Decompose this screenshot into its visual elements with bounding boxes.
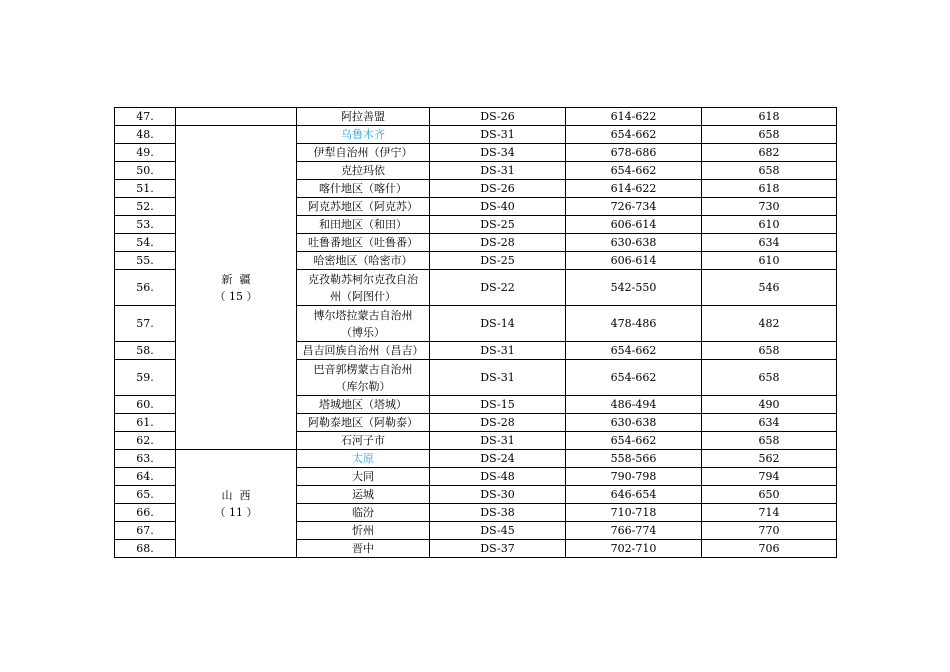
channel-cell: DS-22 [430, 270, 566, 306]
center-frequency-cell: 490 [702, 396, 837, 414]
frequency-range-cell: 654-662 [566, 432, 702, 450]
center-frequency-cell: 658 [702, 162, 837, 180]
city-cell: 运城 [297, 486, 430, 504]
city-cell: 伊犁自治州（伊宁） [297, 144, 430, 162]
row-number: 68. [115, 540, 176, 558]
table-row [115, 126, 837, 144]
channel-cell: DS-28 [430, 414, 566, 432]
province-cell-empty [176, 108, 297, 126]
city-cell-capital: 乌鲁木齐 [297, 126, 430, 144]
channel-cell: DS-14 [430, 306, 566, 342]
center-frequency-cell: 618 [702, 108, 837, 126]
center-frequency-cell: 634 [702, 234, 837, 252]
channel-cell: DS-25 [430, 252, 566, 270]
frequency-range-cell: 654-662 [566, 162, 702, 180]
frequency-range-cell: 558-566 [566, 450, 702, 468]
city-line-2: （博乐） [341, 325, 385, 339]
city-cell: 吐鲁番地区（吐鲁番） [297, 234, 430, 252]
frequency-range-cell: 646-654 [566, 486, 702, 504]
row-number: 56. [115, 270, 176, 306]
city-cell: 忻州 [297, 522, 430, 540]
province-cell-shanxi [176, 450, 297, 558]
city-cell: 阿克苏地区（阿克苏） [297, 198, 430, 216]
frequency-range-cell: 726-734 [566, 198, 702, 216]
channel-cell: DS-31 [430, 360, 566, 396]
table-row [115, 450, 837, 468]
row-number: 64. [115, 468, 176, 486]
row-number: 54. [115, 234, 176, 252]
center-frequency-cell: 562 [702, 450, 837, 468]
city-cell: 克拉玛依 [297, 162, 430, 180]
city-cell [297, 360, 430, 396]
city-line-2: 州（阿图什） [330, 289, 396, 303]
city-line-1: 巴音郭楞蒙古自治州 [313, 362, 413, 376]
province-cell-xinjiang [176, 126, 297, 450]
province-count: （ 11 ） [214, 505, 258, 519]
center-frequency-cell: 658 [702, 126, 837, 144]
city-cell: 临汾 [297, 504, 430, 522]
row-number: 59. [115, 360, 176, 396]
frequency-range-cell: 614-622 [566, 180, 702, 198]
channel-cell: DS-24 [430, 450, 566, 468]
city-cell [297, 306, 430, 342]
row-number: 55. [115, 252, 176, 270]
center-frequency-cell: 650 [702, 486, 837, 504]
row-number: 62. [115, 432, 176, 450]
city-line-1: 博尔塔拉蒙古自治州 [313, 308, 413, 322]
frequency-range-cell: 766-774 [566, 522, 702, 540]
province-count: （ 15 ） [214, 289, 258, 303]
city-cell [297, 270, 430, 306]
row-number: 47. [115, 108, 176, 126]
center-frequency-cell: 730 [702, 198, 837, 216]
channel-table [114, 107, 837, 558]
channel-cell: DS-37 [430, 540, 566, 558]
frequency-range-cell: 790-798 [566, 468, 702, 486]
center-frequency-cell: 658 [702, 342, 837, 360]
center-frequency-cell: 706 [702, 540, 837, 558]
row-number: 67. [115, 522, 176, 540]
row-number: 49. [115, 144, 176, 162]
city-cell: 塔城地区（塔城） [297, 396, 430, 414]
row-number: 50. [115, 162, 176, 180]
table-row [115, 108, 837, 126]
frequency-range-cell: 630-638 [566, 234, 702, 252]
city-cell: 和田地区（和田） [297, 216, 430, 234]
center-frequency-cell: 618 [702, 180, 837, 198]
city-cell: 阿拉善盟 [297, 108, 430, 126]
center-frequency-cell: 546 [702, 270, 837, 306]
channel-cell: DS-38 [430, 504, 566, 522]
row-number: 57. [115, 306, 176, 342]
frequency-range-cell: 702-710 [566, 540, 702, 558]
frequency-range-cell: 710-718 [566, 504, 702, 522]
channel-cell: DS-48 [430, 468, 566, 486]
city-line-1: 克孜勒苏柯尔克孜自治 [308, 272, 418, 286]
city-cell: 喀什地区（喀什） [297, 180, 430, 198]
center-frequency-cell: 482 [702, 306, 837, 342]
row-number: 51. [115, 180, 176, 198]
city-cell-capital: 太原 [297, 450, 430, 468]
frequency-range-cell: 606-614 [566, 252, 702, 270]
row-number: 63. [115, 450, 176, 468]
channel-cell: DS-26 [430, 180, 566, 198]
channel-cell: DS-40 [430, 198, 566, 216]
frequency-range-cell: 678-686 [566, 144, 702, 162]
channel-cell: DS-45 [430, 522, 566, 540]
frequency-range-cell: 614-622 [566, 108, 702, 126]
row-number: 60. [115, 396, 176, 414]
row-number: 66. [115, 504, 176, 522]
frequency-range-cell: 654-662 [566, 126, 702, 144]
channel-cell: DS-34 [430, 144, 566, 162]
city-cell: 昌吉回族自治州（昌吉） [297, 342, 430, 360]
row-number: 65. [115, 486, 176, 504]
channel-cell: DS-31 [430, 342, 566, 360]
center-frequency-cell: 658 [702, 432, 837, 450]
row-number: 48. [115, 126, 176, 144]
center-frequency-cell: 682 [702, 144, 837, 162]
channel-cell: DS-15 [430, 396, 566, 414]
frequency-range-cell: 630-638 [566, 414, 702, 432]
city-line-2: （库尔勒） [335, 379, 391, 393]
channel-cell: DS-28 [430, 234, 566, 252]
frequency-range-cell: 542-550 [566, 270, 702, 306]
city-cell: 石河子市 [297, 432, 430, 450]
row-number: 58. [115, 342, 176, 360]
city-cell: 哈密地区（哈密市） [297, 252, 430, 270]
frequency-range-cell: 606-614 [566, 216, 702, 234]
city-cell: 晋中 [297, 540, 430, 558]
province-name: 新 疆 [221, 272, 251, 286]
channel-cell: DS-31 [430, 162, 566, 180]
province-name: 山 西 [221, 488, 251, 502]
center-frequency-cell: 610 [702, 216, 837, 234]
city-cell: 大同 [297, 468, 430, 486]
city-cell: 阿勒泰地区（阿勒泰） [297, 414, 430, 432]
center-frequency-cell: 794 [702, 468, 837, 486]
frequency-range-cell: 486-494 [566, 396, 702, 414]
row-number: 61. [115, 414, 176, 432]
frequency-range-cell: 654-662 [566, 360, 702, 396]
row-number: 53. [115, 216, 176, 234]
channel-cell: DS-30 [430, 486, 566, 504]
frequency-range-cell: 478-486 [566, 306, 702, 342]
channel-cell: DS-25 [430, 216, 566, 234]
center-frequency-cell: 610 [702, 252, 837, 270]
center-frequency-cell: 634 [702, 414, 837, 432]
channel-cell: DS-31 [430, 126, 566, 144]
row-number: 52. [115, 198, 176, 216]
center-frequency-cell: 658 [702, 360, 837, 396]
channel-cell: DS-26 [430, 108, 566, 126]
center-frequency-cell: 714 [702, 504, 837, 522]
center-frequency-cell: 770 [702, 522, 837, 540]
channel-cell: DS-31 [430, 432, 566, 450]
frequency-range-cell: 654-662 [566, 342, 702, 360]
